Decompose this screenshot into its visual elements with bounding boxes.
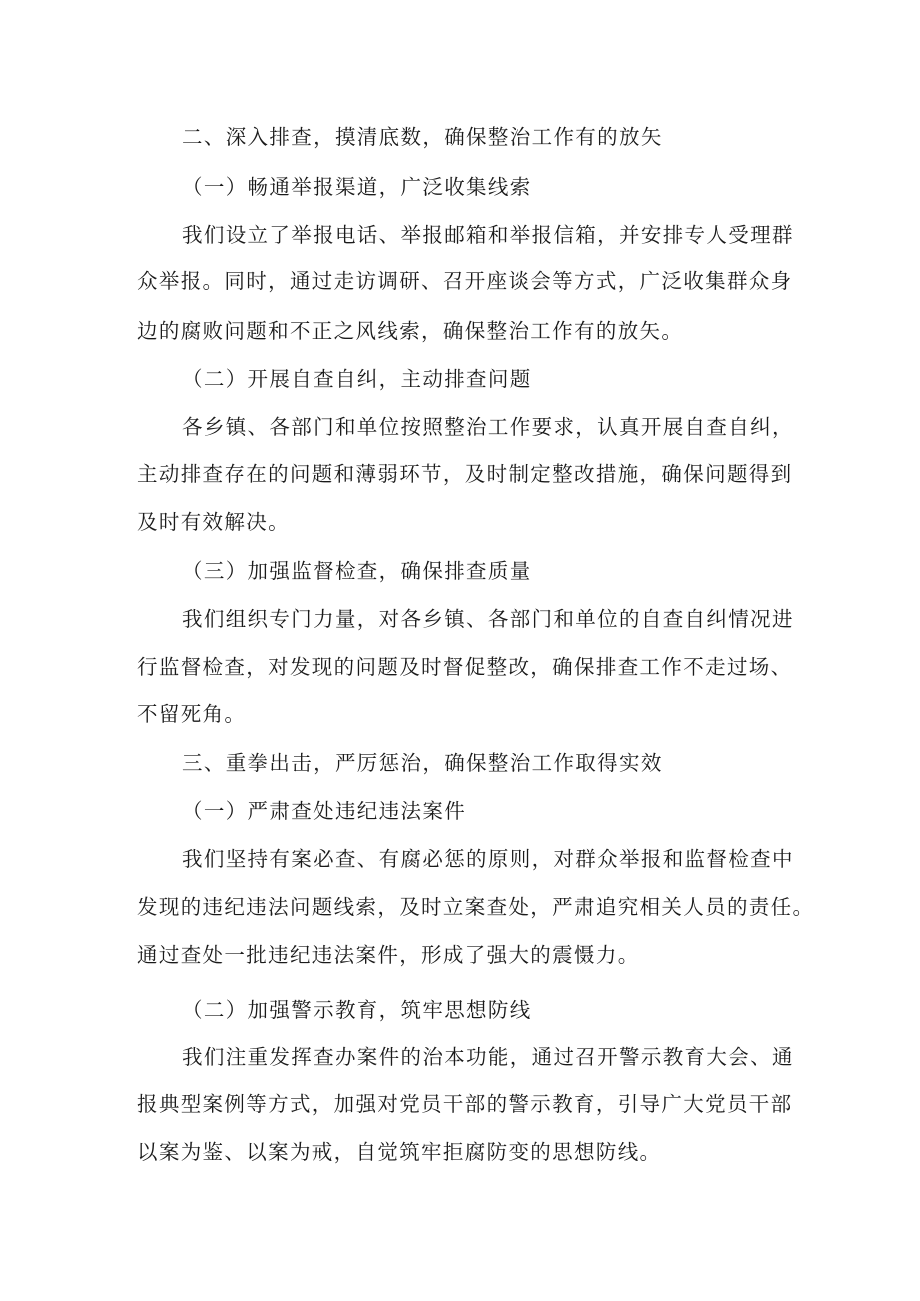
paragraph-line: 众举报。同时，通过走访调研、召开座谈会等方式，广泛收集群众身 — [137, 269, 793, 293]
subsection-heading: （二）开展自查自纠，主动排查问题 — [182, 367, 532, 391]
section-heading: 二、深入排查，摸清底数，确保整治工作有的放矢 — [182, 125, 663, 149]
paragraph-line: 主动排查存在的问题和薄弱环节，及时制定整改措施，确保问题得到 — [137, 462, 793, 486]
section-heading: 三、重拳出击，严厉惩治，确保整治工作取得实效 — [182, 751, 663, 775]
paragraph-line: 不留死角。 — [137, 702, 247, 726]
subsection-heading: （二）加强警示教育，筑牢思想防线 — [182, 998, 532, 1022]
paragraph-line: 发现的违纪违法问题线索，及时立案查处，严肃追究相关人员的责任。 — [137, 895, 815, 919]
paragraph-line: 我们设立了举报电话、举报邮箱和举报信箱，并安排专人受理群 — [182, 223, 794, 247]
paragraph-line: 我们坚持有案必查、有腐必惩的原则，对群众举报和监督检查中 — [182, 847, 794, 871]
paragraph-line: 及时有效解决。 — [137, 510, 290, 534]
paragraph-line: 边的腐败问题和不正之风线索，确保整治工作有的放矢。 — [137, 319, 684, 343]
paragraph-line: 报典型案例等方式，加强对党员干部的警示教育，引导广大党员干部 — [137, 1092, 793, 1116]
paragraph-line: 行监督检查，对发现的问题及时督促整改，确保排查工作不走过场、 — [137, 655, 793, 679]
paragraph-line: 我们组织专门力量，对各乡镇、各部门和单位的自查自纠情况进 — [182, 607, 794, 631]
subsection-heading: （一）严肃查处违纪违法案件 — [182, 799, 467, 823]
subsection-heading: （一）畅通举报渠道，广泛收集线索 — [182, 175, 532, 199]
paragraph-line: 我们注重发挥查办案件的治本功能，通过召开警示教育大会、通 — [182, 1045, 794, 1069]
subsection-heading: （三）加强监督检查，确保排查质量 — [182, 559, 532, 583]
paragraph-line: 以案为鉴、以案为戒，自觉筑牢拒腐防变的思想防线。 — [137, 1140, 662, 1164]
paragraph-line: 通过查处一批违纪违法案件，形成了强大的震慑力。 — [137, 943, 640, 967]
paragraph-line: 各乡镇、各部门和单位按照整治工作要求，认真开展自查自纠， — [182, 415, 794, 439]
